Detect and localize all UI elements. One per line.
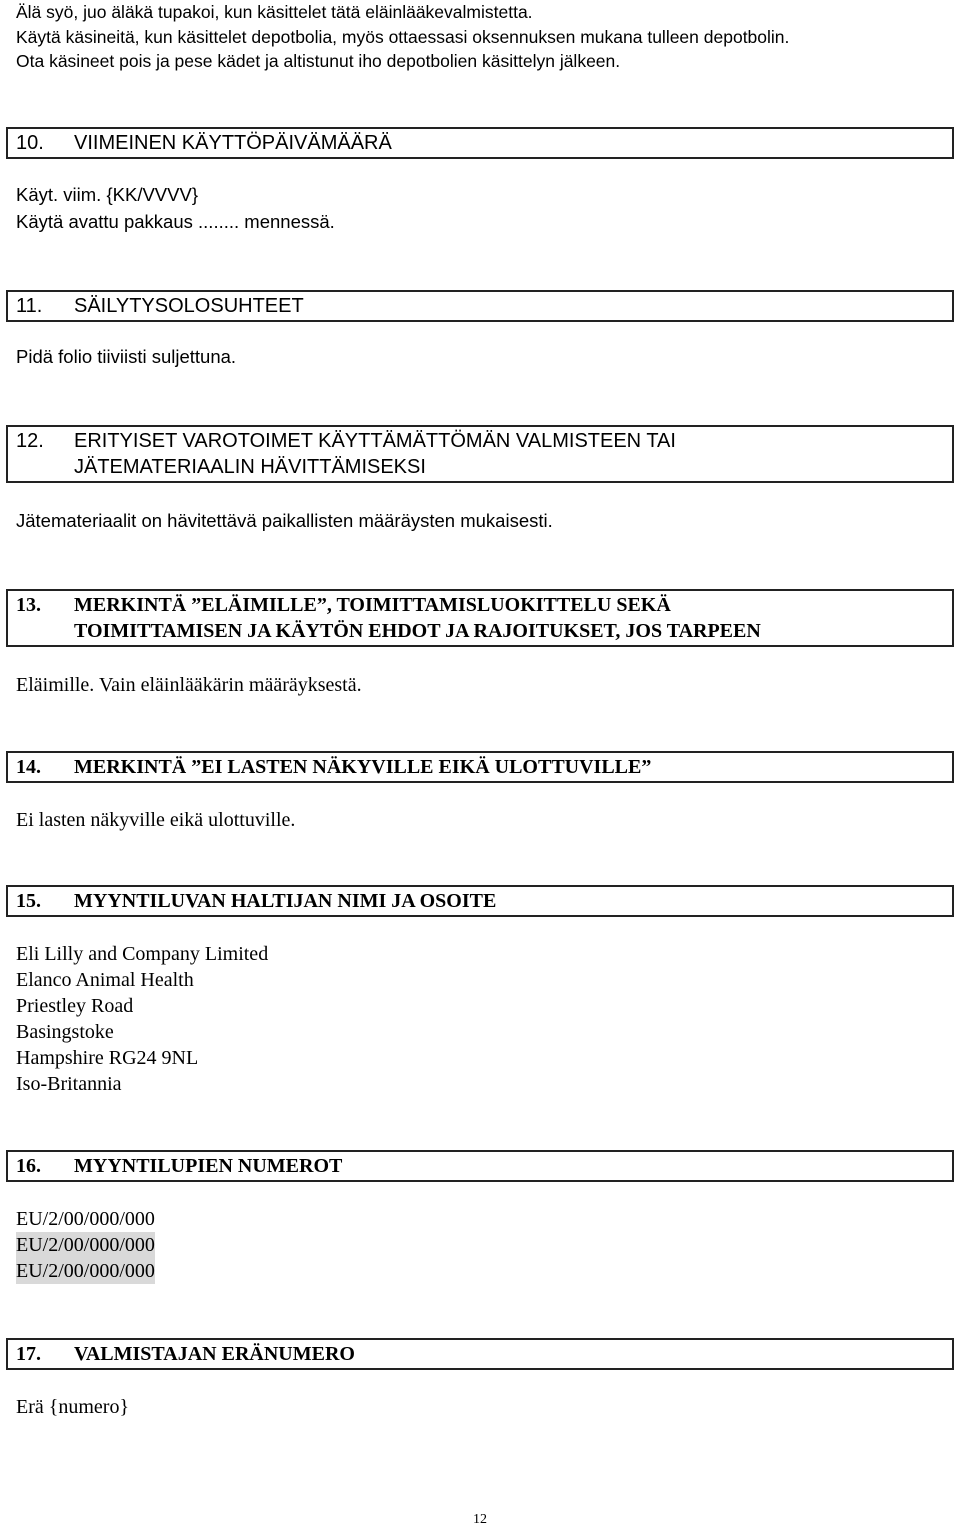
section-10-header: [6, 127, 954, 159]
section-title: VALMISTAJAN ERÄNUMERO: [74, 1343, 355, 1365]
authorisation-number: EU/2/00/000/000: [16, 1208, 155, 1230]
intro-line: Käytä käsineitä, kun käsittelet depotbolia, myös ottaessasi oksennuksen mukana tulleen depotbolin.: [16, 26, 790, 47]
page-number: 12: [473, 1512, 487, 1527]
section-12-header: [6, 425, 954, 483]
authorisation-number: [16, 1232, 155, 1258]
address-line: Iso-Britannia: [16, 1073, 122, 1095]
section-title: VIIMEINEN KÄYTTÖPÄIVÄMÄÄRÄ: [74, 132, 392, 154]
disposal-text: Jätemateriaalit on hävitettävä paikallisten määräysten mukaisesti.: [16, 510, 553, 531]
intro-line: Ota käsineet pois ja pese kädet ja altistunut iho depotbolien käsittelyn jälkeen.: [16, 51, 621, 71]
children-text: Ei lasten näkyville eikä ulottuville.: [16, 809, 296, 831]
section-number: 17.: [16, 1343, 41, 1365]
section-number: 11.: [16, 295, 43, 317]
intro-text: [16, 0, 956, 74]
highlighted-number: EU/2/00/000/000: [16, 1234, 155, 1256]
address-line: Eli Lilly and Company Limited: [16, 943, 269, 965]
expiry-line: Käyt. viim. {KK/VVVV}: [16, 184, 198, 205]
section-number: 16.: [16, 1155, 41, 1177]
section-title: SÄILYTYSOLOSUHTEET: [74, 295, 304, 317]
address-line: Basingstoke: [16, 1021, 114, 1043]
section-11-header: [6, 290, 954, 322]
address-line: Elanco Animal Health: [16, 969, 194, 991]
batch-text: Erä {numero}: [16, 1396, 130, 1418]
section-number: 10.: [16, 132, 44, 154]
authorisation-number: [16, 1258, 155, 1284]
section-number: 12.: [16, 430, 44, 452]
highlighted-number: EU/2/00/000/000: [16, 1260, 155, 1282]
section-title-line: MERKINTÄ ”ELÄIMILLE”, TOIMITTAMISLUOKITTELU SEKÄ: [74, 594, 671, 616]
section-number: 14.: [16, 756, 41, 778]
section-number: 15.: [16, 890, 41, 912]
address-line: Hampshire RG24 9NL: [16, 1047, 199, 1069]
section-title-line: ERITYISET VAROTOIMET KÄYTTÄMÄTTÖMÄN VALMISTEEN TAI: [74, 430, 676, 452]
section-17-header: [6, 1338, 954, 1370]
address-line: Priestley Road: [16, 995, 134, 1017]
intro-line: Älä syö, juo äläkä tupakoi, kun käsittelet tätä eläinlääkevalmistetta.: [16, 2, 533, 22]
section-13-header: [6, 589, 954, 647]
section-15-header: [6, 885, 954, 917]
section-16-header: [6, 1150, 954, 1182]
opened-use-line: Käytä avattu pakkaus ........ mennessä.: [16, 211, 335, 232]
section-title: MERKINTÄ ”EI LASTEN NÄKYVILLE EIKÄ ULOTTUVILLE”: [74, 756, 652, 778]
section-title-line: JÄTEMATERIAALIN HÄVITTÄMISEKSI: [74, 456, 426, 478]
section-14-header: [6, 751, 954, 783]
section-title-line: TOIMITTAMISEN JA KÄYTÖN EHDOT JA RAJOITUKSET, JOS TARPEEN: [74, 620, 761, 642]
veterinary-text: Eläimille. Vain eläinlääkärin määräyksestä.: [16, 674, 362, 696]
section-title: MYYNTILUVAN HALTIJAN NIMI JA OSOITE: [74, 890, 497, 912]
storage-text: Pidä folio tiiviisti suljettuna.: [16, 346, 237, 367]
section-title: MYYNTILUPIEN NUMEROT: [74, 1155, 343, 1177]
section-number: 13.: [16, 594, 41, 616]
